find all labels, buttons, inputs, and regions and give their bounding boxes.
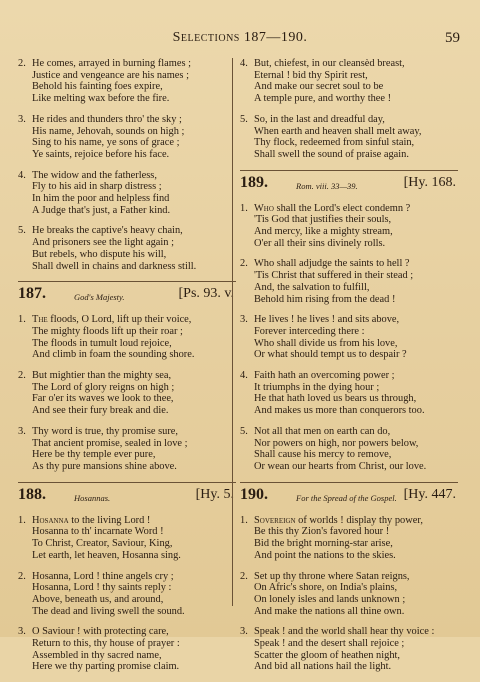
verse-line	[18, 571, 236, 583]
verse-text: Hosanna, Lord ! thine angels cry ;	[32, 570, 174, 582]
verse-text: floods, O Lord, lift up their voice,	[47, 314, 192, 326]
verse-text: Ye saints, rejoice before his face.	[32, 148, 170, 160]
verse-line	[18, 661, 236, 673]
stanza-number: 2.	[18, 570, 26, 582]
verse-text: He that hath loved us bears us through,	[254, 393, 417, 405]
verse-line	[240, 426, 458, 438]
verse-line	[18, 405, 236, 417]
stanza-number: 3.	[18, 626, 26, 638]
hymn-heading	[18, 485, 236, 511]
verse-line	[18, 314, 236, 326]
verse-text: And mercy, like a mighty stream,	[254, 226, 393, 238]
verse-text: 'Tis God that justifies their souls,	[254, 214, 392, 226]
verse-text: of worlds ! display thy power,	[295, 514, 423, 526]
column-divider	[232, 58, 233, 606]
hymn-title: Hosannas.	[74, 492, 111, 503]
verse-line	[240, 393, 458, 405]
verse-text: On lonely isles and lands unknown ;	[254, 593, 406, 605]
verse-line	[18, 382, 236, 394]
verse-line	[18, 515, 236, 527]
verse-line	[240, 405, 458, 417]
verse-text: Let earth, let heaven, Hosanna sing.	[32, 549, 181, 561]
verse-text: Return to this, thy house of prayer :	[32, 638, 180, 650]
verse-line	[18, 205, 236, 217]
verse-text: The widow and the fatherless,	[32, 169, 157, 181]
verse-line	[240, 314, 458, 326]
verse-line	[240, 238, 458, 250]
verse-text: And climb in foam the sounding shore.	[32, 349, 195, 361]
verse-line	[240, 338, 458, 350]
verse-line	[18, 261, 236, 273]
verse-line	[240, 526, 458, 538]
verse-line	[240, 538, 458, 550]
verse-text: The floods in tumult loud rejoice,	[32, 337, 172, 349]
verse-text: Or what should tempt us to despair ?	[254, 349, 407, 361]
verse-line	[18, 349, 236, 361]
stanza	[18, 314, 236, 361]
verse-text: Shall swell the sound of praise again.	[254, 148, 409, 160]
verse-text: Thy word is true, thy promise sure,	[32, 425, 179, 437]
verse-line	[240, 270, 458, 282]
verse-text: A Judge that's just, a Father kind.	[32, 204, 171, 216]
section-rule	[240, 170, 458, 171]
verse-text: And point the nations to the skies.	[254, 549, 396, 561]
verse-text: The Lord of glory reigns on high ;	[32, 381, 175, 393]
hymn-187	[18, 285, 236, 472]
verse-line	[240, 515, 458, 527]
stanza	[240, 426, 458, 473]
verse-line	[18, 338, 236, 350]
verse-text: Assembled in thy sacred name,	[32, 649, 162, 661]
stanza-initial-word: Who	[254, 202, 274, 214]
verse-line	[18, 225, 236, 237]
verse-text: Shall dwell in chains and darkness still.	[32, 260, 197, 272]
stanza	[18, 571, 236, 618]
verse-line	[18, 426, 236, 438]
verse-text: A temple pure, and worthy thee !	[254, 93, 392, 105]
verse-line	[18, 582, 236, 594]
stanza-initial-word: Hosanna	[32, 514, 69, 526]
verse-text: That ancient promise, sealed in love ;	[32, 437, 188, 449]
stanza-number: 4.	[18, 169, 26, 181]
verse-text: And bid all nations hail the light.	[254, 661, 392, 673]
hymn-number: 190.	[240, 485, 268, 503]
verse-text: to the living Lord !	[68, 514, 151, 526]
section-rule	[240, 482, 458, 483]
verse-line	[240, 438, 458, 450]
verse-text: As thy pure mansions shine above.	[32, 460, 177, 472]
verse-line	[240, 550, 458, 562]
verse-text: Hosanna, Lord ! thy saints reply :	[32, 582, 172, 594]
verse-line	[18, 70, 236, 82]
section-rule	[18, 482, 236, 483]
verse-line	[18, 370, 236, 382]
verse-text: Or wean our hearts from Christ, our love.	[254, 460, 427, 472]
section-rule	[18, 281, 236, 282]
verse-line	[240, 661, 458, 673]
verse-text: Far o'er its waves we look to thee,	[32, 393, 174, 405]
verse-text: Scatter the gloom of heathen night,	[254, 649, 401, 661]
verse-line	[240, 258, 458, 270]
stanza-initial-word: The	[32, 314, 48, 326]
stanza	[240, 626, 458, 673]
stanza	[18, 58, 236, 105]
verse-text: But, chiefest, in our cleansèd breast,	[254, 58, 405, 69]
verse-text: Thy flock, redeemed from sinful stain,	[254, 137, 415, 149]
stanza-number: 5.	[240, 113, 248, 125]
verse-line	[18, 326, 236, 338]
verse-line	[240, 349, 458, 361]
verse-line	[18, 449, 236, 461]
continued-hymn-stanzas	[240, 58, 458, 161]
verse-text: Hosanna to th' incarnate Word !	[32, 526, 164, 538]
stanza	[240, 515, 458, 562]
verse-text: He rides and thunders thro' the sky ;	[32, 113, 182, 125]
hymn-189	[240, 173, 458, 473]
verse-line	[240, 70, 458, 82]
verse-line	[240, 149, 458, 161]
stanza	[18, 370, 236, 417]
stanza-number: 2.	[240, 258, 248, 270]
verse-line	[18, 461, 236, 473]
verse-line	[240, 114, 458, 126]
verse-line	[240, 126, 458, 138]
verse-text: And see their fury break and die.	[32, 405, 169, 417]
verse-text: To Christ, Creator, Saviour, King,	[32, 538, 173, 550]
verse-text: He breaks the captive's heavy chain,	[32, 225, 183, 237]
hymn-number: 189.	[240, 173, 268, 191]
verse-text: He lives ! he lives ! and sits above,	[254, 314, 400, 326]
stanza-number: 2.	[240, 570, 248, 582]
verse-line	[240, 382, 458, 394]
verse-text: And prisoners see the light again ;	[32, 237, 174, 249]
hymn-heading	[18, 285, 236, 310]
verse-text: Behold him rising from the dead !	[254, 293, 396, 305]
verse-line	[240, 571, 458, 583]
verse-line	[18, 193, 236, 205]
verse-line	[18, 237, 236, 249]
verse-text: But mightier than the mighty sea,	[32, 370, 172, 382]
page-number: 59	[445, 30, 460, 46]
verse-text: Behold his fainting foes expire,	[32, 81, 163, 93]
stanza	[240, 58, 458, 105]
verse-text: The mighty floods lift up their roar ;	[32, 325, 183, 337]
verse-line	[240, 638, 458, 650]
hymn-190	[240, 485, 458, 673]
stanza-number: 3.	[240, 314, 248, 326]
verse-text: O Saviour ! with protecting care,	[32, 626, 169, 638]
verse-text: Nor powers on high, nor powers below,	[254, 437, 419, 449]
verse-line	[240, 326, 458, 338]
verse-line	[18, 526, 236, 538]
verse-text: So, in the last and dreadful day,	[254, 113, 385, 125]
verse-line	[18, 393, 236, 405]
stanza	[240, 203, 458, 250]
hymn-number: 188.	[18, 485, 46, 503]
verse-text: Not all that men on earth can do,	[254, 425, 391, 437]
hymn-title: For the Spread of the Gospel.	[296, 492, 397, 503]
hymn-reference: [Ps. 93. v.	[178, 286, 234, 302]
verse-line	[18, 594, 236, 606]
verse-text: Set up thy throne where Satan reigns,	[254, 570, 410, 582]
verse-text: In him the poor and helpless find	[32, 193, 170, 205]
verse-line	[240, 203, 458, 215]
verse-text: And, the salvation to fulfill,	[254, 281, 370, 293]
stanza-number: 4.	[240, 58, 248, 69]
verse-line	[18, 126, 236, 138]
stanza	[240, 114, 458, 161]
stanza	[240, 571, 458, 618]
hymn-188	[18, 485, 236, 673]
stanza	[18, 114, 236, 161]
verse-text: Bid the bright morning-star arise,	[254, 538, 393, 550]
verse-line	[240, 282, 458, 294]
verse-text: Be this thy Zion's favored hour !	[254, 526, 390, 538]
verse-text: And make the nations all thine own.	[254, 605, 405, 617]
verse-line	[240, 214, 458, 226]
continued-hymn-stanzas	[18, 58, 236, 272]
stanza	[18, 170, 236, 217]
stanza-number: 1.	[240, 514, 248, 526]
stanza-number: 3.	[18, 425, 26, 437]
verse-line	[18, 638, 236, 650]
verse-line	[18, 81, 236, 93]
verse-line	[240, 582, 458, 594]
verse-text: Fly to his aid in sharp distress ;	[32, 181, 162, 193]
verse-text: Speak ! and the desert shall rejoice ;	[254, 638, 405, 650]
verse-text: But rebels, who dispute his will,	[32, 248, 167, 260]
stanza-number: 1.	[240, 202, 248, 214]
stanza-number: 3.	[240, 626, 248, 638]
verse-text: Justice and vengeance are his names ;	[32, 69, 189, 81]
verse-line	[18, 249, 236, 261]
verse-line	[18, 550, 236, 562]
hymn-heading	[240, 485, 458, 511]
stanza-number: 3.	[18, 113, 26, 125]
stanza-number: 1.	[18, 314, 26, 326]
verse-line	[240, 650, 458, 662]
verse-line	[240, 606, 458, 618]
verse-line	[240, 81, 458, 93]
verse-text: Like melting wax before the fire.	[32, 93, 170, 105]
verse-line	[240, 461, 458, 473]
verse-text: The dead and living swell the sound.	[32, 605, 185, 617]
verse-text: Here we thy parting promise claim.	[32, 661, 180, 673]
stanza-number: 2.	[18, 58, 26, 69]
verse-line	[18, 93, 236, 105]
verse-line	[240, 137, 458, 149]
verse-text: 'Tis Christ that suffered in their stead ;	[254, 270, 414, 282]
verse-text: He comes, arrayed in burning flames ;	[32, 58, 191, 69]
hymn-title: Rom. viii. 33—39.	[296, 180, 358, 191]
header-title: Selections 187—190.	[172, 30, 308, 45]
hymn-reference: [Hy. 5.	[195, 486, 234, 502]
stanza	[18, 626, 236, 673]
stanza-number: 5.	[18, 225, 26, 237]
verse-text: Here be thy temple ever pure,	[32, 449, 156, 461]
left-column	[18, 58, 236, 682]
verse-line	[18, 438, 236, 450]
running-header	[0, 30, 480, 50]
hymn-heading	[240, 173, 458, 199]
stanza	[240, 370, 458, 417]
hymn-reference: [Hy. 447.	[403, 486, 456, 502]
verse-line	[18, 181, 236, 193]
verse-text: Who shall adjudge the saints to hell ?	[254, 258, 410, 270]
verse-text: On Afric's shore, on India's plains,	[254, 582, 398, 594]
verse-line	[18, 149, 236, 161]
hymn-number: 187.	[18, 285, 46, 303]
verse-line	[240, 58, 458, 70]
verse-text: Speak ! and the world shall hear thy voice :	[254, 626, 435, 638]
stanza-number: 4.	[240, 370, 248, 382]
verse-line	[18, 626, 236, 638]
stanza	[18, 515, 236, 562]
stanza	[240, 258, 458, 305]
verse-line	[240, 626, 458, 638]
stanza	[18, 225, 236, 272]
verse-line	[18, 650, 236, 662]
right-column	[240, 58, 458, 682]
verse-line	[240, 594, 458, 606]
verse-line	[240, 294, 458, 306]
verse-text: Shall cause his mercy to remove,	[254, 449, 392, 461]
stanza-number: 2.	[18, 370, 26, 382]
stanza	[240, 314, 458, 361]
verse-text: Forever interceding there :	[254, 325, 365, 337]
verse-line	[240, 449, 458, 461]
verse-line	[18, 606, 236, 618]
verse-line	[18, 58, 236, 70]
verse-text: Faith hath an overcoming power ;	[254, 370, 395, 382]
verse-text: Sing to his name, ye sons of grace ;	[32, 137, 180, 149]
stanza-number: 5.	[240, 425, 248, 437]
verse-text: O'er all their sins divinely rolls.	[254, 237, 386, 249]
verse-text: Eternal ! bid thy Spirit rest,	[254, 69, 368, 81]
verse-line	[18, 114, 236, 126]
verse-line	[240, 226, 458, 238]
verse-text: And make our secret soul to be	[254, 81, 384, 93]
stanza	[18, 426, 236, 473]
verse-line	[240, 370, 458, 382]
verse-line	[18, 137, 236, 149]
verse-line	[18, 538, 236, 550]
verse-text: Who shall divide us from his love,	[254, 337, 398, 349]
verse-line	[240, 93, 458, 105]
verse-text: And makes us more than conquerors too.	[254, 405, 425, 417]
verse-text: It triumphs in the dying hour ;	[254, 381, 380, 393]
hymn-reference: [Hy. 168.	[403, 174, 456, 190]
verse-text: His name, Jehovah, sounds on high ;	[32, 125, 185, 137]
verse-text: shall the Lord's elect condemn ?	[273, 202, 411, 214]
verse-text: When earth and heaven shall melt away,	[254, 125, 422, 137]
hymn-title: God's Majesty.	[74, 292, 125, 303]
stanza-number: 1.	[18, 514, 26, 526]
verse-line	[18, 170, 236, 182]
stanza-initial-word: Sovereign	[254, 514, 296, 526]
verse-text: Above, beneath us, and around,	[32, 593, 164, 605]
